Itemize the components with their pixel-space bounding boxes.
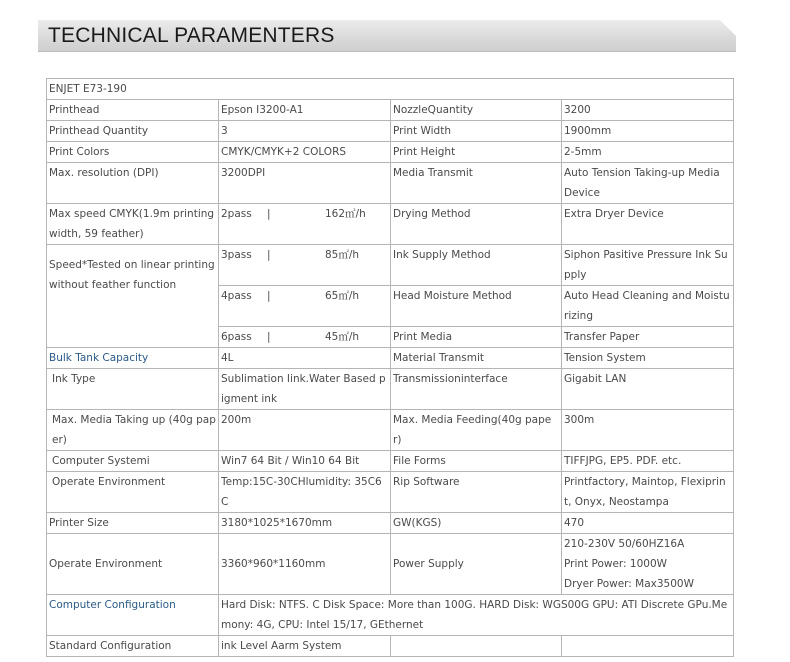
spec-value: Auto Tension Taking-up Media Device [562,163,734,204]
power-supply-values [562,534,734,595]
spec-label: Ink Type [47,369,219,410]
empty-cell [391,636,562,657]
spec-label: GW(KGS) [391,513,562,534]
banner-corner-fold [720,20,736,36]
spec-value: 3200 [562,100,734,121]
spec-label: Max. Media Feeding(40g paper) [391,410,562,451]
spec-label-link: Computer Configuration [47,595,219,636]
spec-value: 2-5mm [562,142,734,163]
spec-value: Transfer Paper [562,327,734,348]
speed-value: 65㎡/h [325,290,360,302]
table-row [47,204,734,245]
spec-label: Printhead Quantity [47,121,219,142]
spec-label: Print Colors [47,142,219,163]
table-row [47,142,734,163]
spec-label: Head Moisture Method [391,286,562,327]
table-row [47,410,734,451]
table-row [47,451,734,472]
spec-label: Standard Configuration [47,636,219,657]
spec-label: Material Transmit [391,348,562,369]
model-name: ENJET E73-190 [47,79,734,100]
table-row [47,100,734,121]
table-row [47,121,734,142]
spec-value: 3360*960*1160mm [219,534,391,595]
section-banner [38,20,736,52]
spec-label: Speed*Tested on linear printing without feather function [47,245,219,348]
spec-value: Sublimation Iink.Water Based pigment ink [219,369,391,410]
spec-value: CMYK/CMYK+2 COLORS [219,142,391,163]
spec-label: File Forms [391,451,562,472]
table-row [47,472,734,513]
table-row [47,534,734,595]
table-row [47,595,734,636]
spec-label: Printhead [47,100,219,121]
separator: | [267,331,271,343]
spec-value: 200m [219,410,391,451]
speed-cell [219,327,391,348]
spec-value: Win7 64 Bit / Win10 64 Bit [219,451,391,472]
pass-count: 2pass [221,208,252,220]
speed-value: 45㎡/h [325,331,360,343]
spec-label: Printer Size [47,513,219,534]
spec-label: Rip Software [391,472,562,513]
spec-label: Power Supply [391,534,562,595]
speed-cell [219,204,391,245]
table-row [47,79,734,100]
table-row [47,163,734,204]
spec-value: Epson I3200-A1 [219,100,391,121]
spec-label: Max. Media Taking up (40g paper) [47,410,219,451]
spec-label: Operate Environment [47,534,219,595]
power-line: 210-230V 50/60HZ16A [564,538,685,550]
spec-value: ink Level Aarm System [219,636,391,657]
spec-label: Computer Systemi [47,451,219,472]
spec-value: 3 [219,121,391,142]
spec-label: Print Width [391,121,562,142]
spec-value: Gigabit LAN [562,369,734,410]
power-line: Print Power: 1000W [564,558,668,570]
table-row [47,348,734,369]
spec-value: 300m [562,410,734,451]
spec-value: Hard Disk: NTFS. C Disk Space: More than 100G. HARD Disk: WGS00G GPU: ATI Discrete GPu.Memony: 4G, CPU: Intel 15/17, GEthernet [219,595,734,636]
spec-value: 3180*1025*1670mm [219,513,391,534]
spec-label: Print Media [391,327,562,348]
spec-value: Siphon Pasitive Pressure Ink Supply [562,245,734,286]
speed-value: 85㎡/h [325,249,360,261]
spec-value: Temp:15C-30CHlumidity: 35C6C [219,472,391,513]
speed-cell [219,245,391,286]
table-row [47,513,734,534]
spec-value: Extra Dryer Device [562,204,734,245]
section-title: TECHNICAL PARAMENTERS [48,24,335,47]
empty-cell [562,636,734,657]
spec-value: TIFFJPG, EP5. PDF. etc. [562,451,734,472]
table-row [47,245,734,286]
spec-label: Max speed CMYK(1.9m printing width, 59 feather) [47,204,219,245]
table-row [47,636,734,657]
spec-label: Media Transmit [391,163,562,204]
spec-value: 3200DPI [219,163,391,204]
power-line: Dryer Power: Max3500W [564,578,694,590]
spec-table [46,78,734,657]
pass-count: 4pass [221,290,252,302]
separator: | [267,208,271,220]
spec-label: NozzleQuantity [391,100,562,121]
spec-label: Drying Method [391,204,562,245]
spec-label: Operate Environment [47,472,219,513]
speed-cell [219,286,391,327]
spec-value: 4L [219,348,391,369]
spec-label: Max. resolution (DPI) [47,163,219,204]
spec-value: 1900mm [562,121,734,142]
spec-value: Auto Head Cleaning and Moisturizing [562,286,734,327]
separator: | [267,249,271,261]
spec-label-link: Bulk Tank Capacity [47,348,219,369]
table-row [47,369,734,410]
pass-count: 6pass [221,331,252,343]
spec-label: Ink Supply Method [391,245,562,286]
spec-value: Printfactory, Maintop, Flexiprint, Onyx, Neostampa [562,472,734,513]
spec-label: Transmissioninterface [391,369,562,410]
spec-value: Tension System [562,348,734,369]
spec-label: Print Height [391,142,562,163]
pass-count: 3pass [221,249,252,261]
spec-value: 470 [562,513,734,534]
speed-value: 162㎡/h [325,208,366,220]
separator: | [267,290,271,302]
